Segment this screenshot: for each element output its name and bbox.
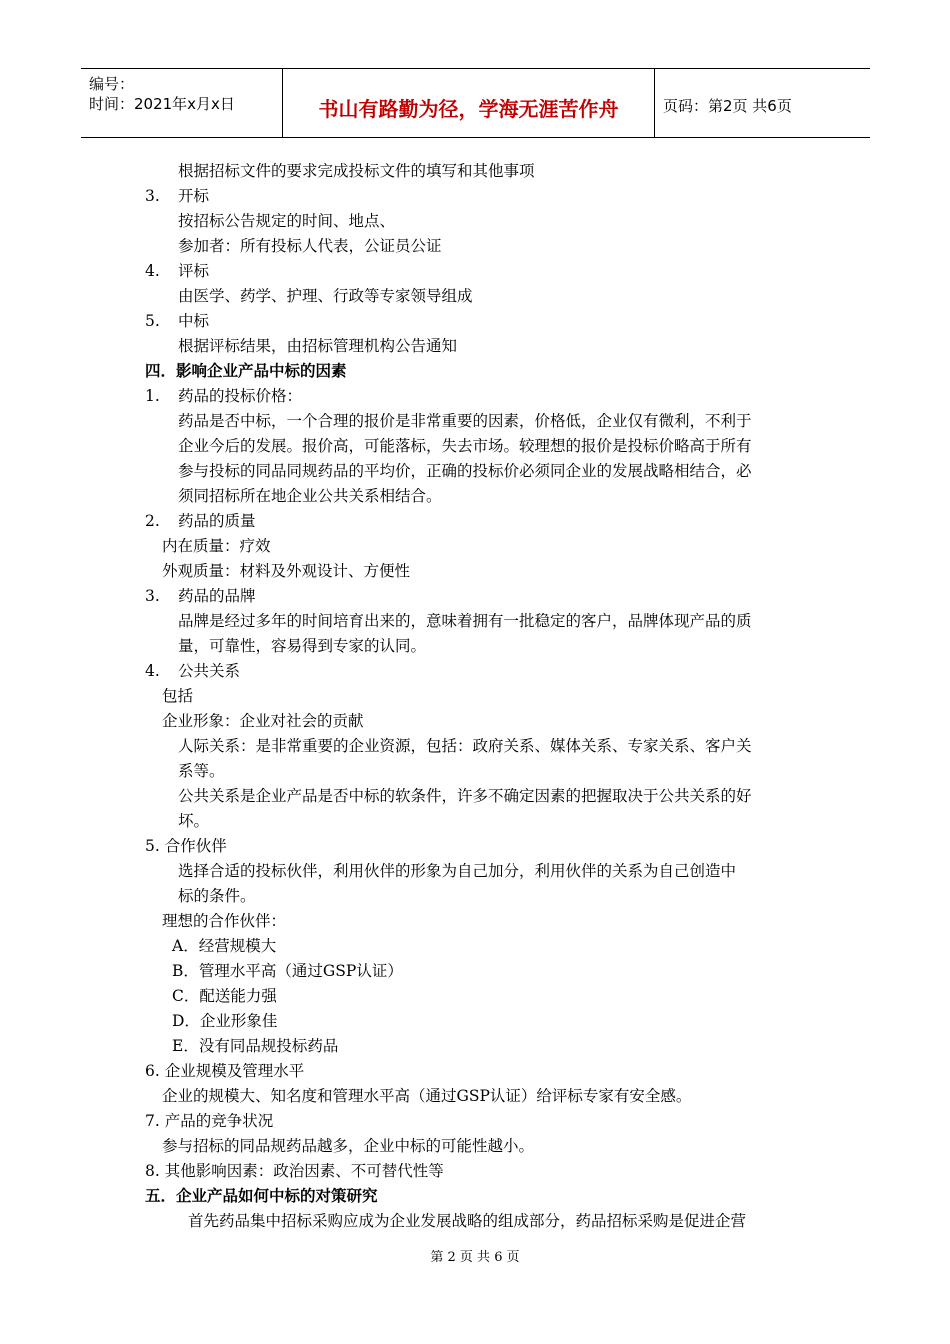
text-line: 包括 bbox=[162, 687, 194, 705]
text-line: 参与投标的同品同规药品的平均价，正确的投标价必须同企业的发展战略相结合，必 bbox=[178, 462, 752, 480]
list-number: 4. bbox=[145, 262, 160, 280]
text-line: 系等。 bbox=[178, 762, 225, 780]
text-line: 参加者：所有投标人代表，公证员公证 bbox=[178, 237, 442, 255]
text-line: 企业今后的发展。报价高，可能落标，失去市场。较理想的报价是投标价略高于所有 bbox=[178, 437, 752, 455]
text-line: 由医学、药学、护理、行政等专家领导组成 bbox=[178, 287, 473, 305]
list-item: A．经营规模大 bbox=[172, 937, 277, 955]
list-heading: 8. 其他影响因素：政治因素、不可替代性等 bbox=[145, 1162, 444, 1180]
list-heading: 6. 企业规模及管理水平 bbox=[145, 1062, 305, 1080]
list-heading: 开标 bbox=[178, 187, 210, 205]
list-item: C．配送能力强 bbox=[172, 987, 277, 1005]
header-page-cell bbox=[655, 69, 870, 137]
list-heading: 中标 bbox=[178, 312, 210, 330]
text-line: 理想的合作伙伴： bbox=[162, 912, 287, 930]
text-line: 选择合适的投标伙伴，利用伙伴的形象为自己加分，利用伙伴的关系为自己创造中 bbox=[178, 862, 737, 880]
text-line: 须同招标所在地企业公共关系相结合。 bbox=[178, 487, 442, 505]
list-heading: 5. 合作伙伴 bbox=[145, 837, 227, 855]
list-item: B．管理水平高（通过GSP认证） bbox=[172, 962, 403, 980]
number-label: 编号： bbox=[89, 75, 135, 93]
header-left-cell bbox=[81, 69, 283, 137]
text-line: 参与招标的同品规药品越多，企业中标的可能性越小。 bbox=[162, 1137, 535, 1155]
text-line: 根据评标结果，由招标管理机构公告通知 bbox=[178, 337, 458, 355]
text-line: 坏。 bbox=[178, 812, 210, 830]
text-line: 药品是否中标，一个合理的报价是非常重要的因素，价格低，企业仅有微利，不利于 bbox=[178, 412, 752, 430]
list-item: D．企业形象佳 bbox=[172, 1012, 278, 1030]
time-label: 时间：2021年x月x日 bbox=[89, 95, 235, 113]
list-number: 2. bbox=[145, 512, 160, 530]
page-footer: 第 2 页 共 6 页 bbox=[430, 1250, 520, 1265]
list-number: 4. bbox=[145, 662, 160, 680]
list-heading: 公共关系 bbox=[178, 662, 241, 680]
section-heading: 五．企业产品如何中标的对策研究 bbox=[145, 1186, 378, 1205]
list-heading: 药品的投标价格： bbox=[178, 387, 303, 405]
page-number-label: 页码：第2页 共6页 bbox=[663, 97, 792, 115]
header-motto-cell bbox=[283, 69, 655, 137]
text-line: 外观质量：材料及外观设计、方便性 bbox=[162, 562, 411, 580]
list-heading: 药品的质量 bbox=[178, 512, 256, 530]
text-line: 内在质量：疗效 bbox=[162, 537, 271, 555]
text-line: 量，可靠性，容易得到专家的认同。 bbox=[178, 637, 427, 655]
list-heading: 药品的品牌 bbox=[178, 587, 256, 605]
text-line: 企业形象：企业对社会的贡献 bbox=[162, 712, 364, 730]
text-line: 根据招标文件的要求完成投标文件的填写和其他事项 bbox=[178, 162, 535, 180]
text-line: 标的条件。 bbox=[178, 887, 256, 905]
list-item: E．没有同品规投标药品 bbox=[172, 1037, 339, 1055]
text-line: 企业的规模大、知名度和管理水平高（通过GSP认证）给评标专家有安全感。 bbox=[162, 1087, 692, 1105]
list-number: 5. bbox=[145, 312, 160, 330]
text-line: 公共关系是企业产品是否中标的软条件，许多不确定因素的把握取决于公共关系的好 bbox=[178, 787, 752, 805]
list-number: 1. bbox=[145, 387, 160, 405]
section-heading: 四．影响企业产品中标的因素 bbox=[145, 361, 347, 380]
text-line: 首先药品集中招标采购应成为企业发展战略的组成部分，药品招标采购是促进企营 bbox=[188, 1212, 747, 1230]
text-line: 人际关系：是非常重要的企业资源，包括：政府关系、媒体关系、专家关系、客户关 bbox=[178, 737, 752, 755]
list-number: 3. bbox=[145, 187, 160, 205]
list-heading: 评标 bbox=[178, 262, 210, 280]
text-line: 品牌是经过多年的时间培育出来的，意味着拥有一批稳定的客户，品牌体现产品的质 bbox=[178, 612, 752, 630]
page-header bbox=[81, 68, 870, 138]
text-line: 按招标公告规定的时间、地点、 bbox=[178, 212, 396, 230]
list-number: 3. bbox=[145, 587, 160, 605]
list-heading: 7. 产品的竞争状况 bbox=[145, 1112, 274, 1130]
motto-text: 书山有路勤为径，学海无涯苦作舟 bbox=[318, 97, 619, 121]
